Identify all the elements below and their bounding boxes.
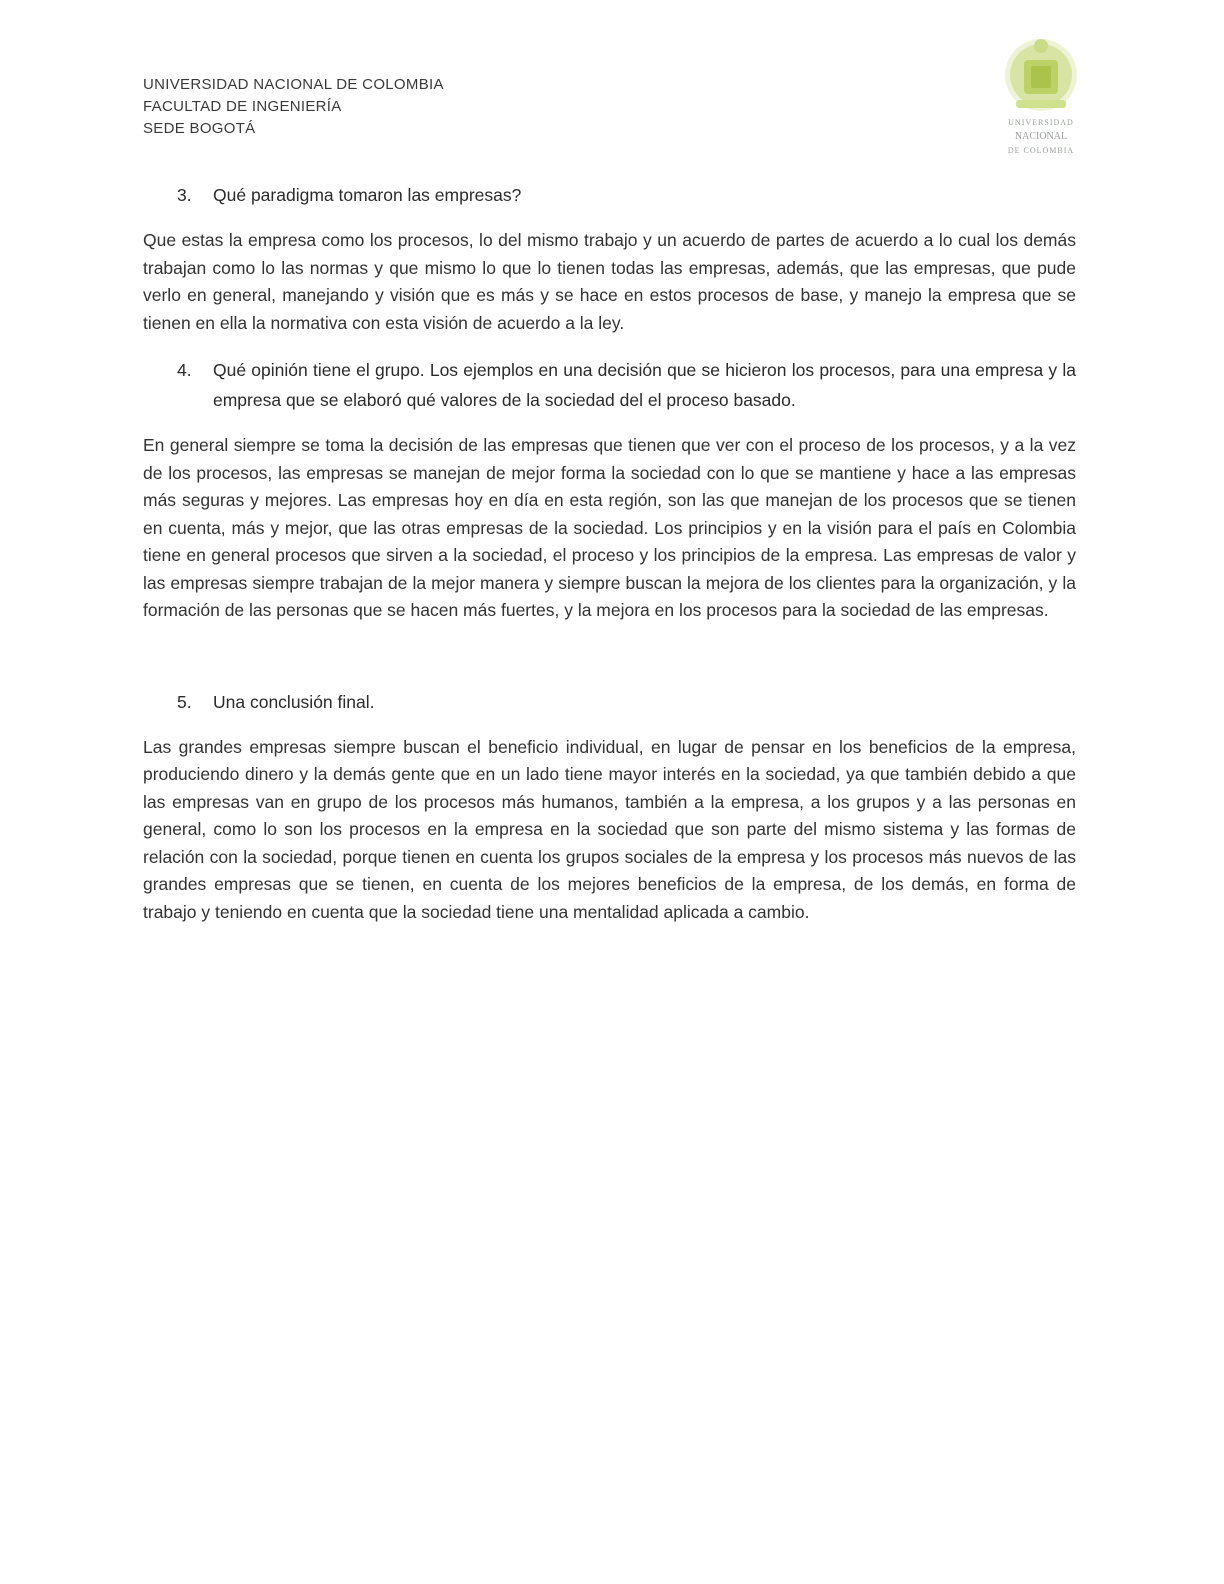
logo-text-line3: DE COLOMBIA	[1007, 146, 1075, 155]
header-campus: SEDE BOGOTÁ	[143, 120, 256, 137]
document-body	[143, 180, 1076, 936]
question-number: 5.	[177, 691, 192, 712]
answer-5: Las grandes empresas siempre buscan el beneficio individual, en lugar de pensar en los beneficios de la empresa, produciendo dinero y la demás gente que en un lado tiene mayor interés en la sociedad, ya que también debido a que las empresas van en grupo de los procesos más humanos, también a la empresa, a los grupos y a las personas en general, como lo son los procesos en la empresa en la sociedad que son parte del mismo sistema y las formas de relación con la sociedad, porque tienen en cuenta los grupos sociales de la empresa y los procesos más nuevos de las grandes empresas que se tienen, en cuenta de los mejores beneficios de la empresa, de los demás, en forma de trabajo y teniendo en cuenta que la sociedad tiene una mentalidad aplicada a cambio.	[143, 736, 1076, 922]
university-logo	[976, 30, 1106, 170]
question-number: 3.	[177, 185, 192, 205]
document-header	[143, 74, 743, 140]
question-3	[177, 180, 1076, 210]
header-university: UNIVERSIDAD NACIONAL DE COLOMBIA	[143, 76, 444, 93]
question-5	[177, 687, 1076, 717]
answer-3: Que estas la empresa como los procesos, lo del mismo trabajo y un acuerdo de partes de acuerdo a lo cual los demás trabajan como lo las normas y que mismo lo que lo tienen todas las empresas, además, que las empresas, que pude verlo en general, manejando y visión que es más y se hace en estos procesos de base, y manejo la empresa que se tienen en ella la normativa con esta visión de acuerdo a la ley.	[143, 230, 1076, 333]
university-seal-icon	[976, 30, 1106, 118]
question-text: Qué paradigma tomaron las empresas?	[213, 185, 522, 205]
question-4	[177, 355, 1076, 415]
header-faculty: FACULTAD DE INGENIERÍA	[143, 98, 342, 115]
logo-text-line1: UNIVERSIDAD	[1008, 118, 1074, 127]
question-text: Una conclusión final.	[213, 691, 375, 712]
question-number: 4.	[177, 360, 192, 380]
section-gap	[143, 635, 1076, 687]
answer-4: En general siempre se toma la decisión de las empresas que tienen que ver con el proceso de los procesos, y a la vez de los procesos, las empresas se manejan de mejor forma la sociedad con lo que se mantiene y hace a las empresas más seguras y mejores. Las empresas hoy en día en esta región, son las que manejan de los procesos que se tienen en cuenta, más y mejor, que las otras empresas de la sociedad. Los principios y en la visión para el país en Colombia tiene en general procesos que sirven a la sociedad, el proceso y los principios de la empresa. Las empresas de valor y las empresas siempre trabajan de la mejor manera y siempre buscan la mejora de los clientes para la organización, y la formación de las personas que se hacen más fuertes, y la mejora en los procesos para la sociedad de las empresas.	[143, 435, 1076, 620]
question-text: Qué opinión tiene el grupo. Los ejemplos en una decisión que se hicieron los procesos, para una empresa y la empresa que se elaboró qué valores de la sociedad del el proceso basado.	[213, 360, 1076, 410]
logo-text-line2: NACIONAL	[1014, 131, 1068, 142]
